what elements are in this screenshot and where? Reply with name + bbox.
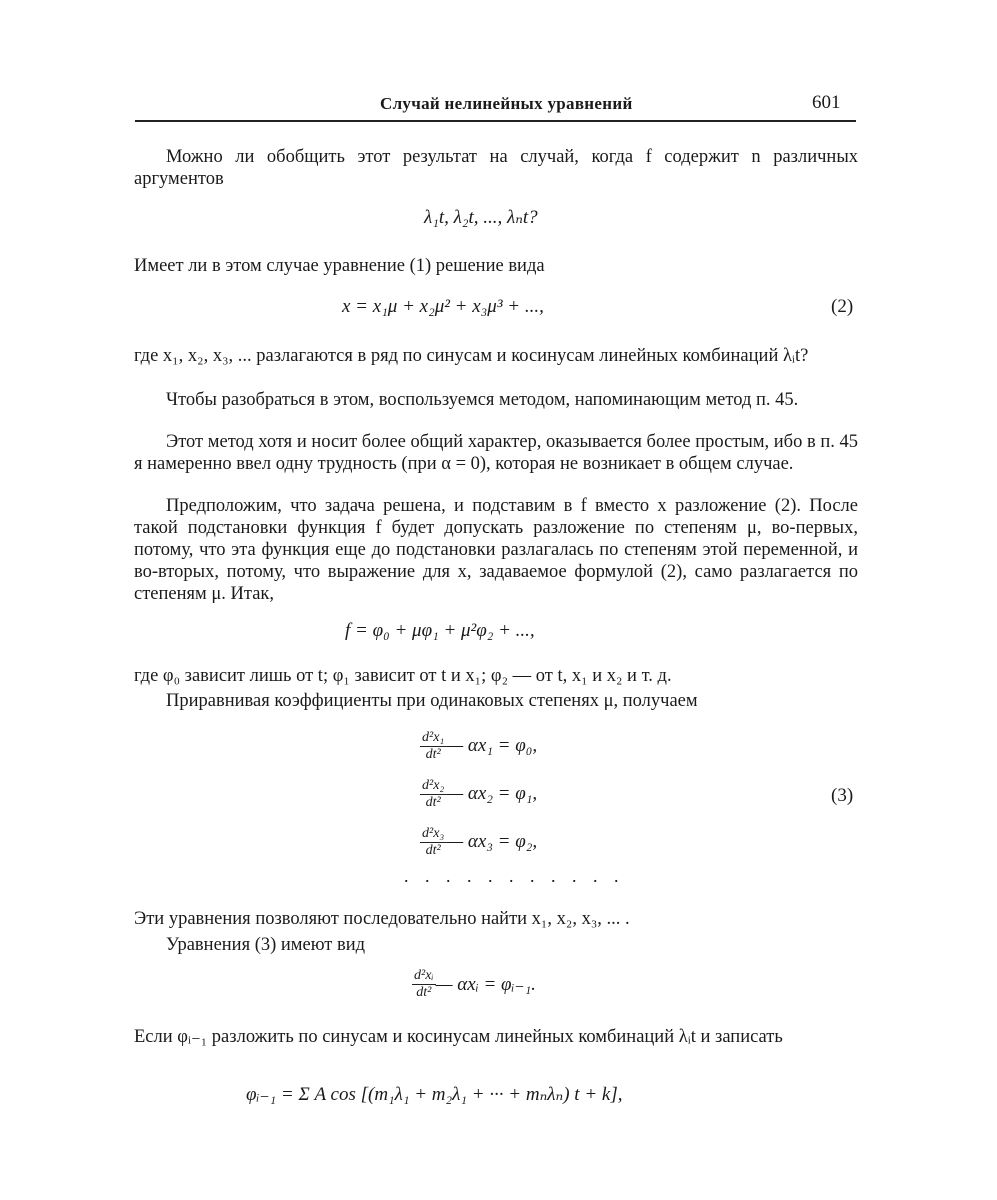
paragraph-1: Можно ли обобщить этот результат на случай, когда f содержит n различных аргументов bbox=[134, 147, 858, 189]
equation-f: f = φ₀ + μφ₁ + μ²φ₂ + ..., bbox=[345, 620, 535, 641]
fraction bbox=[420, 730, 446, 763]
running-title: Случай нелинейных уравнений bbox=[380, 94, 633, 113]
equation-i bbox=[412, 964, 536, 1004]
fraction-numerator: d²x₂ bbox=[422, 777, 445, 793]
paragraph-11: Если φᵢ₋₁ разложить по синусам и косинусам линейных комбинаций λᵢt и записать bbox=[134, 1027, 783, 1047]
fraction bbox=[420, 778, 446, 811]
fraction-denominator: dt² bbox=[425, 746, 441, 762]
equation-rest: — αxᵢ = φᵢ₋₁. bbox=[435, 973, 536, 995]
system-row-1 bbox=[420, 726, 537, 766]
equation-last: φᵢ₋₁ = Σ A cos [(m₁λ₁ + m₂λ₁ + ··· + mₙλₙ) t + k], bbox=[246, 1084, 623, 1105]
fraction-denominator: dt² bbox=[425, 794, 441, 810]
page-header bbox=[0, 90, 997, 120]
system-row-3 bbox=[420, 822, 537, 862]
paragraph-7: где φ₀ зависит лишь от t; φ₁ зависит от t и x₁; φ₂ — от t, x₁ и x₂ и т. д. bbox=[134, 666, 672, 686]
paragraph-9: Эти уравнения позволяют последовательно найти x₁, x₂, x₃, ... . bbox=[134, 909, 630, 929]
equation-3-number: (3) bbox=[831, 785, 854, 806]
fraction-denominator: dt² bbox=[425, 842, 441, 858]
equation-arguments: λ₁t, λ₂t, ..., λₙt? bbox=[424, 207, 538, 228]
fraction-numerator: d²xᵢ bbox=[414, 967, 434, 983]
fraction-numerator: d²x₃ bbox=[422, 825, 445, 841]
header-rule bbox=[135, 120, 856, 122]
system-dots: . . . . . . . . . . . bbox=[404, 866, 625, 886]
paragraph-5: Этот метод хотя и носит более общий характер, оказывается более простым, ибо в п. 45 я намеренно ввел одну трудность (при α = 0), которая не возникает в общем случае. bbox=[134, 432, 858, 474]
equation-rest: — αx₁ = φ₀, bbox=[446, 735, 538, 756]
equation-2: x = x₁μ + x₂μ² + x₃μ³ + ..., bbox=[342, 296, 544, 317]
paragraph-8: Приравнивая коэффициенты при одинаковых степенях μ, получаем bbox=[166, 691, 698, 711]
fraction bbox=[420, 826, 446, 859]
paragraph-2: Имеет ли в этом случае уравнение (1) решение вида bbox=[134, 256, 545, 276]
paragraph-4: Чтобы разобраться в этом, воспользуемся методом, напоминающим метод п. 45. bbox=[166, 390, 799, 410]
page-number: 601 bbox=[812, 92, 841, 113]
equation-rest: — αx₃ = φ₂, bbox=[446, 831, 538, 852]
equation-2-number: (2) bbox=[831, 296, 854, 317]
paragraph-6: Предположим, что задача решена, и подставим в f вместо x разложение (2). После такой подстановки функция f будет допускать разложение по степеням μ, во-первых, потому, что эта функция еще до подстановки разлагалась по степеням этой переменной, и во-вторых, потому, что выражение для x, задаваемое формулой (2), само разлагается по степеням μ. Итак, bbox=[134, 496, 858, 604]
paragraph-10: Уравнения (3) имеют вид bbox=[166, 935, 366, 955]
paragraph-3: где x₁, x₂, x₃, ... разлагаются в ряд по синусам и косинусам линейных комбинаций λᵢt? bbox=[134, 346, 809, 366]
equation-rest: — αx₂ = φ₁, bbox=[446, 783, 538, 804]
system-row-2 bbox=[420, 774, 537, 814]
fraction-denominator: dt² bbox=[416, 984, 432, 1000]
fraction bbox=[412, 968, 436, 1001]
fraction-numerator: d²x₁ bbox=[422, 729, 445, 745]
